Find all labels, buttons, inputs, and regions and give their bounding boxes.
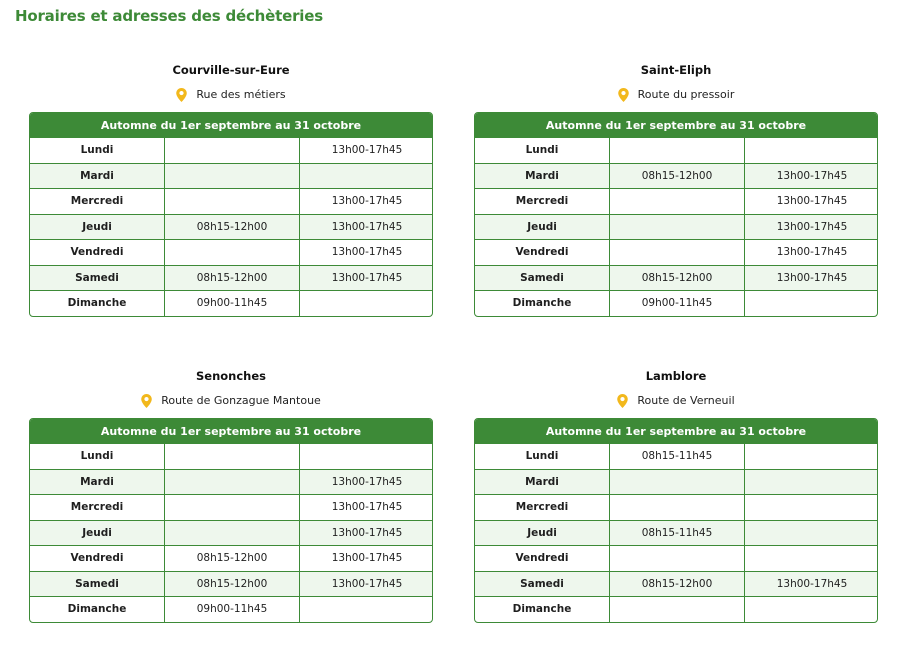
morning-hours-cell: 08h15-11h45 bbox=[610, 520, 745, 546]
center-name: Saint-Eliph bbox=[640, 63, 712, 77]
morning-hours-cell bbox=[610, 469, 745, 495]
day-cell: Mardi bbox=[30, 469, 165, 495]
center-address bbox=[474, 391, 878, 411]
afternoon-hours-cell: 13h00-17h45 bbox=[300, 138, 434, 163]
morning-hours-cell: 08h15-12h00 bbox=[165, 265, 300, 291]
schedule-season-header: Automne du 1er septembre au 31 octobre bbox=[475, 419, 877, 444]
morning-hours-cell bbox=[165, 163, 300, 189]
afternoon-hours-cell bbox=[300, 163, 434, 189]
day-cell: Jeudi bbox=[30, 214, 165, 240]
schedule-table bbox=[474, 418, 878, 623]
table-row bbox=[30, 495, 433, 521]
day-cell: Lundi bbox=[30, 444, 165, 469]
day-cell: Mardi bbox=[475, 469, 610, 495]
day-cell: Mercredi bbox=[30, 495, 165, 521]
day-cell: Samedi bbox=[475, 571, 610, 597]
morning-hours-cell: 08h15-12h00 bbox=[610, 265, 745, 291]
afternoon-hours-cell: 13h00-17h45 bbox=[300, 265, 434, 291]
table-row bbox=[475, 163, 878, 189]
afternoon-hours-cell: 13h00-17h45 bbox=[300, 189, 434, 215]
morning-hours-cell bbox=[165, 495, 300, 521]
center-lamblore bbox=[474, 366, 878, 616]
table-row bbox=[475, 495, 878, 521]
schedule-table bbox=[474, 112, 878, 317]
table-row bbox=[475, 520, 878, 546]
table-row bbox=[30, 520, 433, 546]
morning-hours-cell: 08h15-12h00 bbox=[165, 546, 300, 572]
day-cell: Dimanche bbox=[475, 291, 610, 316]
afternoon-hours-cell: 13h00-17h45 bbox=[300, 520, 434, 546]
table-row bbox=[30, 546, 433, 572]
table-row bbox=[475, 291, 878, 316]
schedule-season-header: Automne du 1er septembre au 31 octobre bbox=[475, 113, 877, 138]
morning-hours-cell bbox=[610, 138, 745, 163]
afternoon-hours-cell: 13h00-17h45 bbox=[300, 469, 434, 495]
day-cell: Mardi bbox=[475, 163, 610, 189]
day-cell: Dimanche bbox=[30, 597, 165, 622]
day-cell: Vendredi bbox=[475, 240, 610, 266]
day-cell: Lundi bbox=[475, 444, 610, 469]
morning-hours-cell bbox=[610, 240, 745, 266]
day-cell: Jeudi bbox=[475, 520, 610, 546]
morning-hours-cell: 09h00-11h45 bbox=[165, 291, 300, 316]
afternoon-hours-cell: 13h00-17h45 bbox=[300, 495, 434, 521]
day-cell: Dimanche bbox=[30, 291, 165, 316]
afternoon-hours-cell: 13h00-17h45 bbox=[745, 240, 879, 266]
table-row bbox=[475, 546, 878, 572]
morning-hours-cell bbox=[165, 520, 300, 546]
morning-hours-cell: 08h15-12h00 bbox=[610, 571, 745, 597]
table-row bbox=[475, 189, 878, 215]
center-address-text: Route du pressoir bbox=[637, 88, 735, 101]
morning-hours-cell bbox=[165, 138, 300, 163]
center-name: Lamblore bbox=[645, 369, 707, 383]
center-address bbox=[474, 85, 878, 105]
afternoon-hours-cell: 13h00-17h45 bbox=[745, 265, 879, 291]
morning-hours-cell bbox=[165, 469, 300, 495]
location-pin-icon bbox=[618, 88, 629, 102]
morning-hours-cell: 08h15-12h00 bbox=[165, 571, 300, 597]
afternoon-hours-cell bbox=[745, 597, 879, 622]
schedule-table bbox=[29, 418, 433, 623]
afternoon-hours-cell: 13h00-17h45 bbox=[745, 571, 879, 597]
table-row bbox=[475, 444, 878, 469]
day-cell: Mercredi bbox=[30, 189, 165, 215]
afternoon-hours-cell: 13h00-17h45 bbox=[300, 546, 434, 572]
morning-hours-cell bbox=[610, 597, 745, 622]
center-address-text: Route de Gonzague Mantoue bbox=[161, 394, 321, 407]
afternoon-hours-cell: 13h00-17h45 bbox=[745, 163, 879, 189]
afternoon-hours-cell: 13h00-17h45 bbox=[745, 189, 879, 215]
table-row bbox=[30, 265, 433, 291]
day-cell: Vendredi bbox=[30, 546, 165, 572]
table-row bbox=[475, 214, 878, 240]
day-cell: Samedi bbox=[475, 265, 610, 291]
table-row bbox=[30, 444, 433, 469]
morning-hours-cell bbox=[610, 546, 745, 572]
afternoon-hours-cell bbox=[300, 597, 434, 622]
day-cell: Dimanche bbox=[475, 597, 610, 622]
day-cell: Jeudi bbox=[475, 214, 610, 240]
location-pin-icon bbox=[141, 394, 152, 408]
day-cell: Vendredi bbox=[475, 546, 610, 572]
center-address-text: Rue des métiers bbox=[196, 88, 286, 101]
table-row bbox=[475, 265, 878, 291]
morning-hours-cell bbox=[165, 189, 300, 215]
location-pin-icon bbox=[617, 394, 628, 408]
table-row bbox=[30, 291, 433, 316]
morning-hours-cell bbox=[610, 189, 745, 215]
afternoon-hours-cell bbox=[745, 138, 879, 163]
table-row bbox=[30, 138, 433, 163]
table-row bbox=[475, 571, 878, 597]
table-row bbox=[30, 214, 433, 240]
center-courville-sur-eure bbox=[29, 60, 433, 310]
page-title: Horaires et adresses des déchèteries bbox=[15, 7, 323, 25]
table-row bbox=[30, 597, 433, 622]
table-row bbox=[30, 469, 433, 495]
day-cell: Mardi bbox=[30, 163, 165, 189]
morning-hours-cell bbox=[165, 444, 300, 469]
center-senonches bbox=[29, 366, 433, 616]
schedule-season-header: Automne du 1er septembre au 31 octobre bbox=[30, 113, 432, 138]
table-row bbox=[30, 240, 433, 266]
morning-hours-cell bbox=[610, 495, 745, 521]
afternoon-hours-cell bbox=[745, 546, 879, 572]
afternoon-hours-cell bbox=[745, 291, 879, 316]
afternoon-hours-cell bbox=[300, 291, 434, 316]
schedule-season-header: Automne du 1er septembre au 31 octobre bbox=[30, 419, 432, 444]
table-row bbox=[30, 163, 433, 189]
morning-hours-cell bbox=[165, 240, 300, 266]
afternoon-hours-cell: 13h00-17h45 bbox=[300, 240, 434, 266]
location-pin-icon bbox=[176, 88, 187, 102]
afternoon-hours-cell: 13h00-17h45 bbox=[745, 214, 879, 240]
day-cell: Mercredi bbox=[475, 189, 610, 215]
day-cell: Lundi bbox=[30, 138, 165, 163]
afternoon-hours-cell: 13h00-17h45 bbox=[300, 571, 434, 597]
center-saint-eliph bbox=[474, 60, 878, 310]
schedule-table bbox=[29, 112, 433, 317]
afternoon-hours-cell bbox=[745, 444, 879, 469]
morning-hours-cell bbox=[610, 214, 745, 240]
table-row bbox=[30, 571, 433, 597]
afternoon-hours-cell bbox=[745, 495, 879, 521]
table-row bbox=[30, 189, 433, 215]
day-cell: Mercredi bbox=[475, 495, 610, 521]
center-name: Courville-sur-Eure bbox=[172, 63, 290, 77]
afternoon-hours-cell bbox=[745, 469, 879, 495]
morning-hours-cell: 08h15-12h00 bbox=[165, 214, 300, 240]
center-address bbox=[29, 391, 433, 411]
morning-hours-cell: 09h00-11h45 bbox=[610, 291, 745, 316]
afternoon-hours-cell bbox=[745, 520, 879, 546]
day-cell: Samedi bbox=[30, 265, 165, 291]
morning-hours-cell: 08h15-11h45 bbox=[610, 444, 745, 469]
center-address bbox=[29, 85, 433, 105]
table-row bbox=[475, 240, 878, 266]
day-cell: Jeudi bbox=[30, 520, 165, 546]
morning-hours-cell: 09h00-11h45 bbox=[165, 597, 300, 622]
afternoon-hours-cell bbox=[300, 444, 434, 469]
center-address-text: Route de Verneuil bbox=[637, 394, 735, 407]
table-row bbox=[475, 138, 878, 163]
morning-hours-cell: 08h15-12h00 bbox=[610, 163, 745, 189]
center-name: Senonches bbox=[195, 369, 266, 383]
day-cell: Samedi bbox=[30, 571, 165, 597]
table-row bbox=[475, 469, 878, 495]
day-cell: Lundi bbox=[475, 138, 610, 163]
table-row bbox=[475, 597, 878, 622]
afternoon-hours-cell: 13h00-17h45 bbox=[300, 214, 434, 240]
day-cell: Vendredi bbox=[30, 240, 165, 266]
